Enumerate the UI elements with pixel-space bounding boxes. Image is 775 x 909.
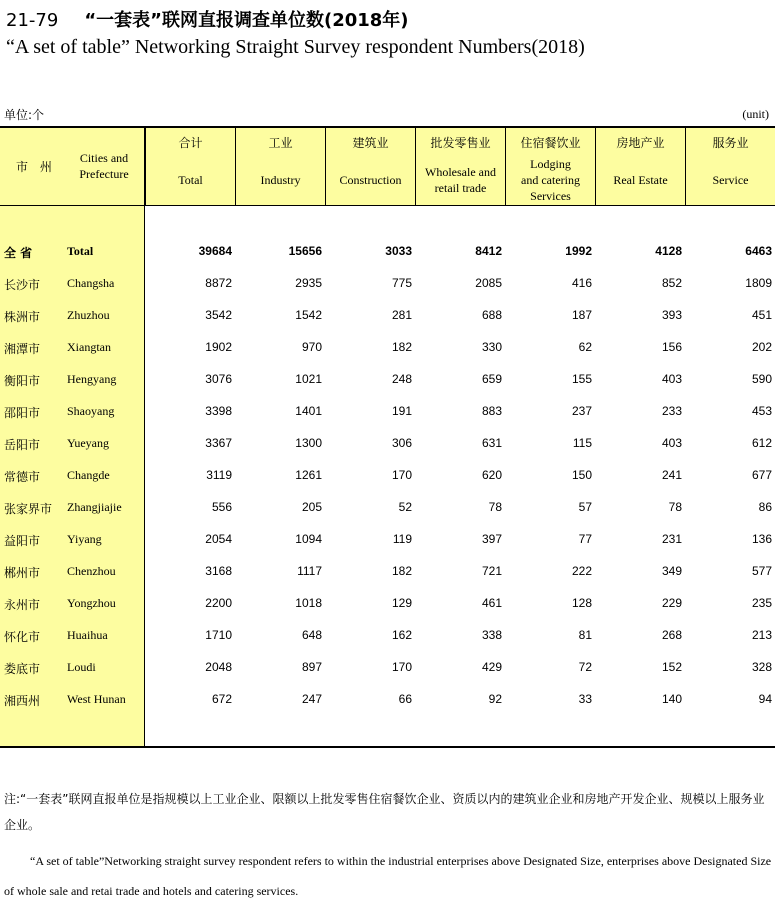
table-cell: 231 bbox=[661, 532, 682, 546]
row-label-en: Changde bbox=[67, 468, 110, 482]
column-header-en-line: and catering bbox=[521, 173, 580, 187]
row-label-cn: 衡阳市 bbox=[4, 374, 41, 388]
table-cell: 187 bbox=[571, 308, 592, 322]
table-cell: 62 bbox=[578, 340, 592, 354]
table-cell: 677 bbox=[751, 468, 772, 482]
table-row bbox=[0, 236, 775, 268]
table-cell: 1902 bbox=[205, 340, 232, 354]
row-label-en: Changsha bbox=[67, 276, 115, 290]
row-label-en: Xiangtan bbox=[67, 340, 111, 354]
column-header-en bbox=[416, 164, 505, 196]
page-title-en: “A set of table” Networking Straight Survey respondent Numbers(2018) bbox=[6, 36, 585, 58]
column-header-total bbox=[145, 128, 235, 205]
row-label-en: Yiyang bbox=[67, 532, 102, 546]
table-cell: 57 bbox=[578, 500, 592, 514]
column-header-industry bbox=[235, 128, 325, 205]
table-row bbox=[0, 460, 775, 492]
footnote-cn: 注:“一套表”联网直报单位是指规模以上工业企业、限额以上批发零售住宿餐饮企业、资质以内的建筑业企业和房地产开发企业、规模以上服务业企业。 bbox=[4, 792, 765, 832]
column-header-construction bbox=[325, 128, 415, 205]
column-header-en-line: Services bbox=[530, 189, 571, 203]
row-label-cn: 株洲市 bbox=[4, 310, 41, 324]
row-label-cn: 永州市 bbox=[4, 598, 41, 612]
table-row bbox=[0, 556, 775, 588]
table-cell: 235 bbox=[751, 596, 772, 610]
table-cell: 8412 bbox=[475, 244, 502, 258]
table-cell: 78 bbox=[668, 500, 682, 514]
table-cell: 1018 bbox=[295, 596, 322, 610]
table-cell: 429 bbox=[481, 660, 502, 674]
table-cell: 2085 bbox=[475, 276, 502, 290]
stub-header-en-line2: Prefecture bbox=[79, 167, 129, 181]
column-header-cn: 住宿餐饮业 bbox=[520, 136, 581, 150]
column-header-cn: 房地产业 bbox=[616, 136, 665, 150]
row-label-en: Huaihua bbox=[67, 628, 108, 642]
table-row bbox=[0, 428, 775, 460]
table-cell: 66 bbox=[398, 692, 412, 706]
table-cell: 852 bbox=[661, 276, 682, 290]
table-cell: 3033 bbox=[385, 244, 412, 258]
table-row bbox=[0, 300, 775, 332]
table-cell: 3542 bbox=[205, 308, 232, 322]
row-label-en: Zhuzhou bbox=[67, 308, 110, 322]
table-cell: 205 bbox=[301, 500, 322, 514]
table-cell: 281 bbox=[391, 308, 412, 322]
table-cell: 2200 bbox=[205, 596, 232, 610]
table-cell: 213 bbox=[751, 628, 772, 642]
table-cell: 78 bbox=[488, 500, 502, 514]
table-cell: 453 bbox=[751, 404, 772, 418]
table-cell: 1021 bbox=[295, 372, 322, 386]
table-row bbox=[0, 588, 775, 620]
data-table bbox=[0, 126, 775, 748]
table-cell: 247 bbox=[301, 692, 322, 706]
table-cell: 222 bbox=[571, 564, 592, 578]
title-cn-text: “一套表”联网直报调查单位数(2018年) bbox=[84, 10, 409, 31]
column-header-en: Construction bbox=[339, 173, 402, 187]
table-cell: 1542 bbox=[295, 308, 322, 322]
table-cell: 1401 bbox=[295, 404, 322, 418]
table-cell: 202 bbox=[751, 340, 772, 354]
row-label-en: Total bbox=[67, 244, 94, 258]
row-label-cn: 岳阳市 bbox=[4, 438, 41, 452]
column-header-en: Service bbox=[712, 173, 749, 187]
table-cell: 241 bbox=[661, 468, 682, 482]
row-label-cn: 郴州市 bbox=[4, 566, 41, 580]
table-cell: 648 bbox=[301, 628, 322, 642]
table-cell: 150 bbox=[571, 468, 592, 482]
table-cell: 3076 bbox=[205, 372, 232, 386]
page-title-cn bbox=[6, 6, 409, 32]
table-cell: 883 bbox=[481, 404, 502, 418]
table-number: 21-79 bbox=[6, 10, 59, 31]
column-header-en: Industry bbox=[260, 173, 301, 187]
table-cell: 86 bbox=[758, 500, 772, 514]
table-cell: 191 bbox=[391, 404, 412, 418]
table-cell: 620 bbox=[481, 468, 502, 482]
table-cell: 129 bbox=[391, 596, 412, 610]
row-label-cn: 湘西州 bbox=[4, 694, 41, 708]
row-label-en: West Hunan bbox=[67, 692, 126, 706]
table-cell: 77 bbox=[578, 532, 592, 546]
table-cell: 162 bbox=[391, 628, 412, 642]
table-cell: 39684 bbox=[198, 244, 232, 258]
row-label-en: Chenzhou bbox=[67, 564, 116, 578]
column-header-cn: 服务业 bbox=[712, 136, 749, 150]
table-cell: 81 bbox=[578, 628, 592, 642]
table-cell: 136 bbox=[751, 532, 772, 546]
table-cell: 72 bbox=[578, 660, 592, 674]
unit-label-cn: 单位:个 bbox=[4, 108, 45, 122]
row-label-cn: 常德市 bbox=[4, 470, 41, 484]
stub-header-en-line1: Cities and bbox=[79, 151, 129, 165]
row-label-en: Yongzhou bbox=[67, 596, 116, 610]
table-cell: 349 bbox=[661, 564, 682, 578]
table-cell: 6463 bbox=[745, 244, 772, 258]
table-row bbox=[0, 396, 775, 428]
table-cell: 1117 bbox=[297, 564, 322, 578]
table-cell: 688 bbox=[481, 308, 502, 322]
table-cell: 170 bbox=[391, 468, 412, 482]
stub-header-divider bbox=[0, 205, 144, 206]
table-cell: 3119 bbox=[206, 468, 232, 482]
stub-header-cn: 市 州 bbox=[16, 160, 56, 174]
column-header-real-estate bbox=[595, 128, 685, 205]
table-cell: 590 bbox=[751, 372, 772, 386]
table-cell: 156 bbox=[661, 340, 682, 354]
table-cell: 612 bbox=[751, 436, 772, 450]
table-cell: 672 bbox=[211, 692, 232, 706]
table-cell: 1261 bbox=[295, 468, 322, 482]
table-cell: 328 bbox=[751, 660, 772, 674]
table-cell: 721 bbox=[481, 564, 502, 578]
row-label-en: Shaoyang bbox=[67, 404, 115, 418]
table-cell: 140 bbox=[661, 692, 682, 706]
table-cell: 233 bbox=[661, 404, 682, 418]
table-cell: 1992 bbox=[565, 244, 592, 258]
column-header-cn: 合计 bbox=[178, 136, 203, 150]
stub-header-en bbox=[72, 150, 136, 182]
table-cell: 15656 bbox=[288, 244, 322, 258]
row-label-cn: 长沙市 bbox=[4, 278, 41, 292]
column-header-cn: 批发零售业 bbox=[430, 136, 491, 150]
column-header-en: Total bbox=[178, 173, 203, 187]
table-cell: 128 bbox=[571, 596, 592, 610]
table-cell: 577 bbox=[751, 564, 772, 578]
table-cell: 330 bbox=[481, 340, 502, 354]
table-cell: 119 bbox=[392, 532, 412, 546]
table-cell: 1300 bbox=[295, 436, 322, 450]
row-label-cn: 怀化市 bbox=[4, 630, 41, 644]
table-cell: 3398 bbox=[205, 404, 232, 418]
table-cell: 338 bbox=[481, 628, 502, 642]
table-cell: 659 bbox=[481, 372, 502, 386]
table-cell: 170 bbox=[391, 660, 412, 674]
row-label-en: Hengyang bbox=[67, 372, 117, 386]
table-cell: 92 bbox=[488, 692, 502, 706]
table-cell: 94 bbox=[758, 692, 772, 706]
column-header-en-line: Lodging bbox=[530, 157, 571, 171]
table-cell: 416 bbox=[571, 276, 592, 290]
column-header-row bbox=[145, 128, 775, 206]
table-cell: 461 bbox=[481, 596, 502, 610]
table-cell: 52 bbox=[398, 500, 412, 514]
table-cell: 403 bbox=[661, 436, 682, 450]
table-bottom-rule bbox=[0, 746, 775, 748]
footnote-en: “A set of table”Networking straight survey respondent refers to within the industrial enterprises above Designated Size, enterprises above Designated Size of whole sale and retai trade and hotels and catering services. bbox=[4, 854, 772, 898]
table-row bbox=[0, 364, 775, 396]
table-cell: 2054 bbox=[205, 532, 232, 546]
table-row bbox=[0, 332, 775, 364]
table-cell: 229 bbox=[661, 596, 682, 610]
table-cell: 1710 bbox=[205, 628, 232, 642]
column-header-en bbox=[506, 156, 595, 204]
row-label-en: Loudi bbox=[67, 660, 96, 674]
table-row bbox=[0, 652, 775, 684]
table-cell: 775 bbox=[391, 276, 412, 290]
table-cell: 152 bbox=[661, 660, 682, 674]
row-label-en: Yueyang bbox=[67, 436, 109, 450]
column-header-service bbox=[685, 128, 775, 205]
row-label-cn: 全 省 bbox=[4, 246, 33, 260]
column-header-lodging bbox=[505, 128, 595, 205]
column-header-cn: 工业 bbox=[268, 136, 293, 150]
column-header-en-line: Wholesale and bbox=[425, 165, 496, 179]
table-cell: 237 bbox=[571, 404, 592, 418]
table-row bbox=[0, 492, 775, 524]
table-cell: 556 bbox=[211, 500, 232, 514]
row-label-cn: 邵阳市 bbox=[4, 406, 41, 420]
table-cell: 631 bbox=[481, 436, 502, 450]
table-cell: 8872 bbox=[205, 276, 232, 290]
row-label-cn: 湘潭市 bbox=[4, 342, 41, 356]
table-cell: 393 bbox=[661, 308, 682, 322]
table-cell: 397 bbox=[481, 532, 502, 546]
table-top-rule bbox=[0, 126, 775, 128]
row-label-en: Zhangjiajie bbox=[67, 500, 122, 514]
table-row bbox=[0, 268, 775, 300]
column-header-cn: 建筑业 bbox=[352, 136, 389, 150]
table-cell: 451 bbox=[751, 308, 772, 322]
unit-label-en: (unit) bbox=[742, 107, 769, 121]
table-cell: 115 bbox=[572, 436, 592, 450]
table-cell: 970 bbox=[301, 340, 322, 354]
table-cell: 33 bbox=[578, 692, 592, 706]
table-cell: 182 bbox=[391, 564, 412, 578]
table-cell: 1094 bbox=[295, 532, 322, 546]
table-cell: 155 bbox=[571, 372, 592, 386]
table-cell: 182 bbox=[391, 340, 412, 354]
row-label-cn: 益阳市 bbox=[4, 534, 41, 548]
table-row bbox=[0, 684, 775, 716]
column-header-en-line: retail trade bbox=[434, 181, 487, 195]
table-cell: 306 bbox=[391, 436, 412, 450]
table-cell: 2935 bbox=[295, 276, 322, 290]
row-label-cn: 张家界市 bbox=[4, 502, 53, 516]
table-cell: 248 bbox=[391, 372, 412, 386]
column-header-wholesale bbox=[415, 128, 505, 205]
table-cell: 268 bbox=[661, 628, 682, 642]
table-cell: 897 bbox=[301, 660, 322, 674]
row-label-cn: 娄底市 bbox=[4, 662, 41, 676]
table-cell: 1809 bbox=[745, 276, 772, 290]
table-cell: 3367 bbox=[205, 436, 232, 450]
table-row bbox=[0, 620, 775, 652]
table-cell: 403 bbox=[661, 372, 682, 386]
table-cell: 2048 bbox=[205, 660, 232, 674]
table-cell: 4128 bbox=[655, 244, 682, 258]
column-header-en: Real Estate bbox=[613, 173, 668, 187]
table-row bbox=[0, 524, 775, 556]
table-cell: 3168 bbox=[205, 564, 232, 578]
